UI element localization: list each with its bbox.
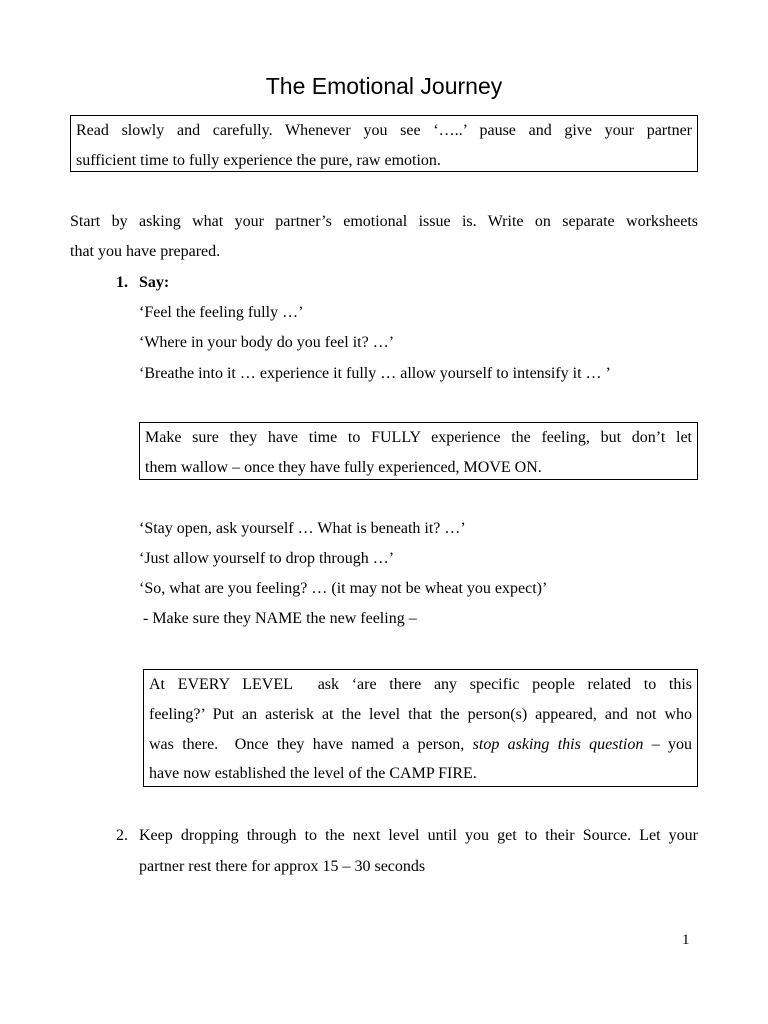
intro-instruction-box bbox=[70, 115, 698, 172]
intro-line-2: sufficient time to fully experience the pure, raw emotion. bbox=[76, 152, 441, 169]
level-line-3-end: – you bbox=[643, 736, 693, 753]
script-line: ‘Where in your body do you feel it? …’ bbox=[139, 334, 395, 351]
stop-asking-emphasis: stop asking this question bbox=[472, 736, 644, 753]
step-1-label: Say: bbox=[139, 274, 170, 291]
wallow-note-box bbox=[139, 422, 698, 480]
script-line: ‘Just allow yourself to drop through …’ bbox=[139, 550, 395, 567]
level-line-3 bbox=[149, 730, 692, 760]
level-line-2: feeling?’ Put an asterisk at the level that the person(s) appeared, and not who bbox=[149, 706, 692, 723]
script-line: ‘So, what are you feeling? … (it may not be wheat you expect)’ bbox=[139, 580, 548, 597]
note-line-2: them wallow – once they have fully experienced, MOVE ON. bbox=[145, 459, 542, 476]
step-2-line-1: Keep dropping through to the next level until you get to their Source. Let your bbox=[139, 827, 698, 844]
every-level-box bbox=[143, 669, 698, 787]
level-line-3-text: was there. Once they have named a person, bbox=[149, 736, 473, 753]
document-title: The Emotional Journey bbox=[265, 73, 503, 99]
intro-line-1: Read slowly and carefully. Whenever you see ‘…..’ pause and give your partner bbox=[76, 122, 692, 139]
step-2-line-2: partner rest there for approx 15 – 30 seconds bbox=[139, 858, 426, 875]
level-line-4: have now established the level of the CAMP FIRE. bbox=[149, 765, 477, 782]
script-line: ‘Stay open, ask yourself … What is beneath it? …’ bbox=[139, 520, 466, 537]
name-feeling-line: - Make sure they NAME the new feeling – bbox=[139, 610, 417, 627]
opening-line-1: Start by asking what your partner’s emotional issue is. Write on separate worksheets bbox=[70, 213, 698, 230]
script-line: ‘Feel the feeling fully …’ bbox=[139, 304, 304, 321]
note-line-1: Make sure they have time to FULLY experience the feeling, but don’t let bbox=[145, 429, 692, 446]
step-1-number: 1. bbox=[116, 274, 128, 291]
page-number: 1 bbox=[682, 932, 690, 948]
step-2-number: 2. bbox=[116, 827, 128, 844]
script-line: ‘Breathe into it … experience it fully … allow yourself to intensify it … ’ bbox=[139, 365, 611, 382]
level-line-1: At EVERY LEVEL ask ‘are there any specific people related to this bbox=[149, 676, 692, 693]
opening-line-2: that you have prepared. bbox=[70, 243, 221, 260]
